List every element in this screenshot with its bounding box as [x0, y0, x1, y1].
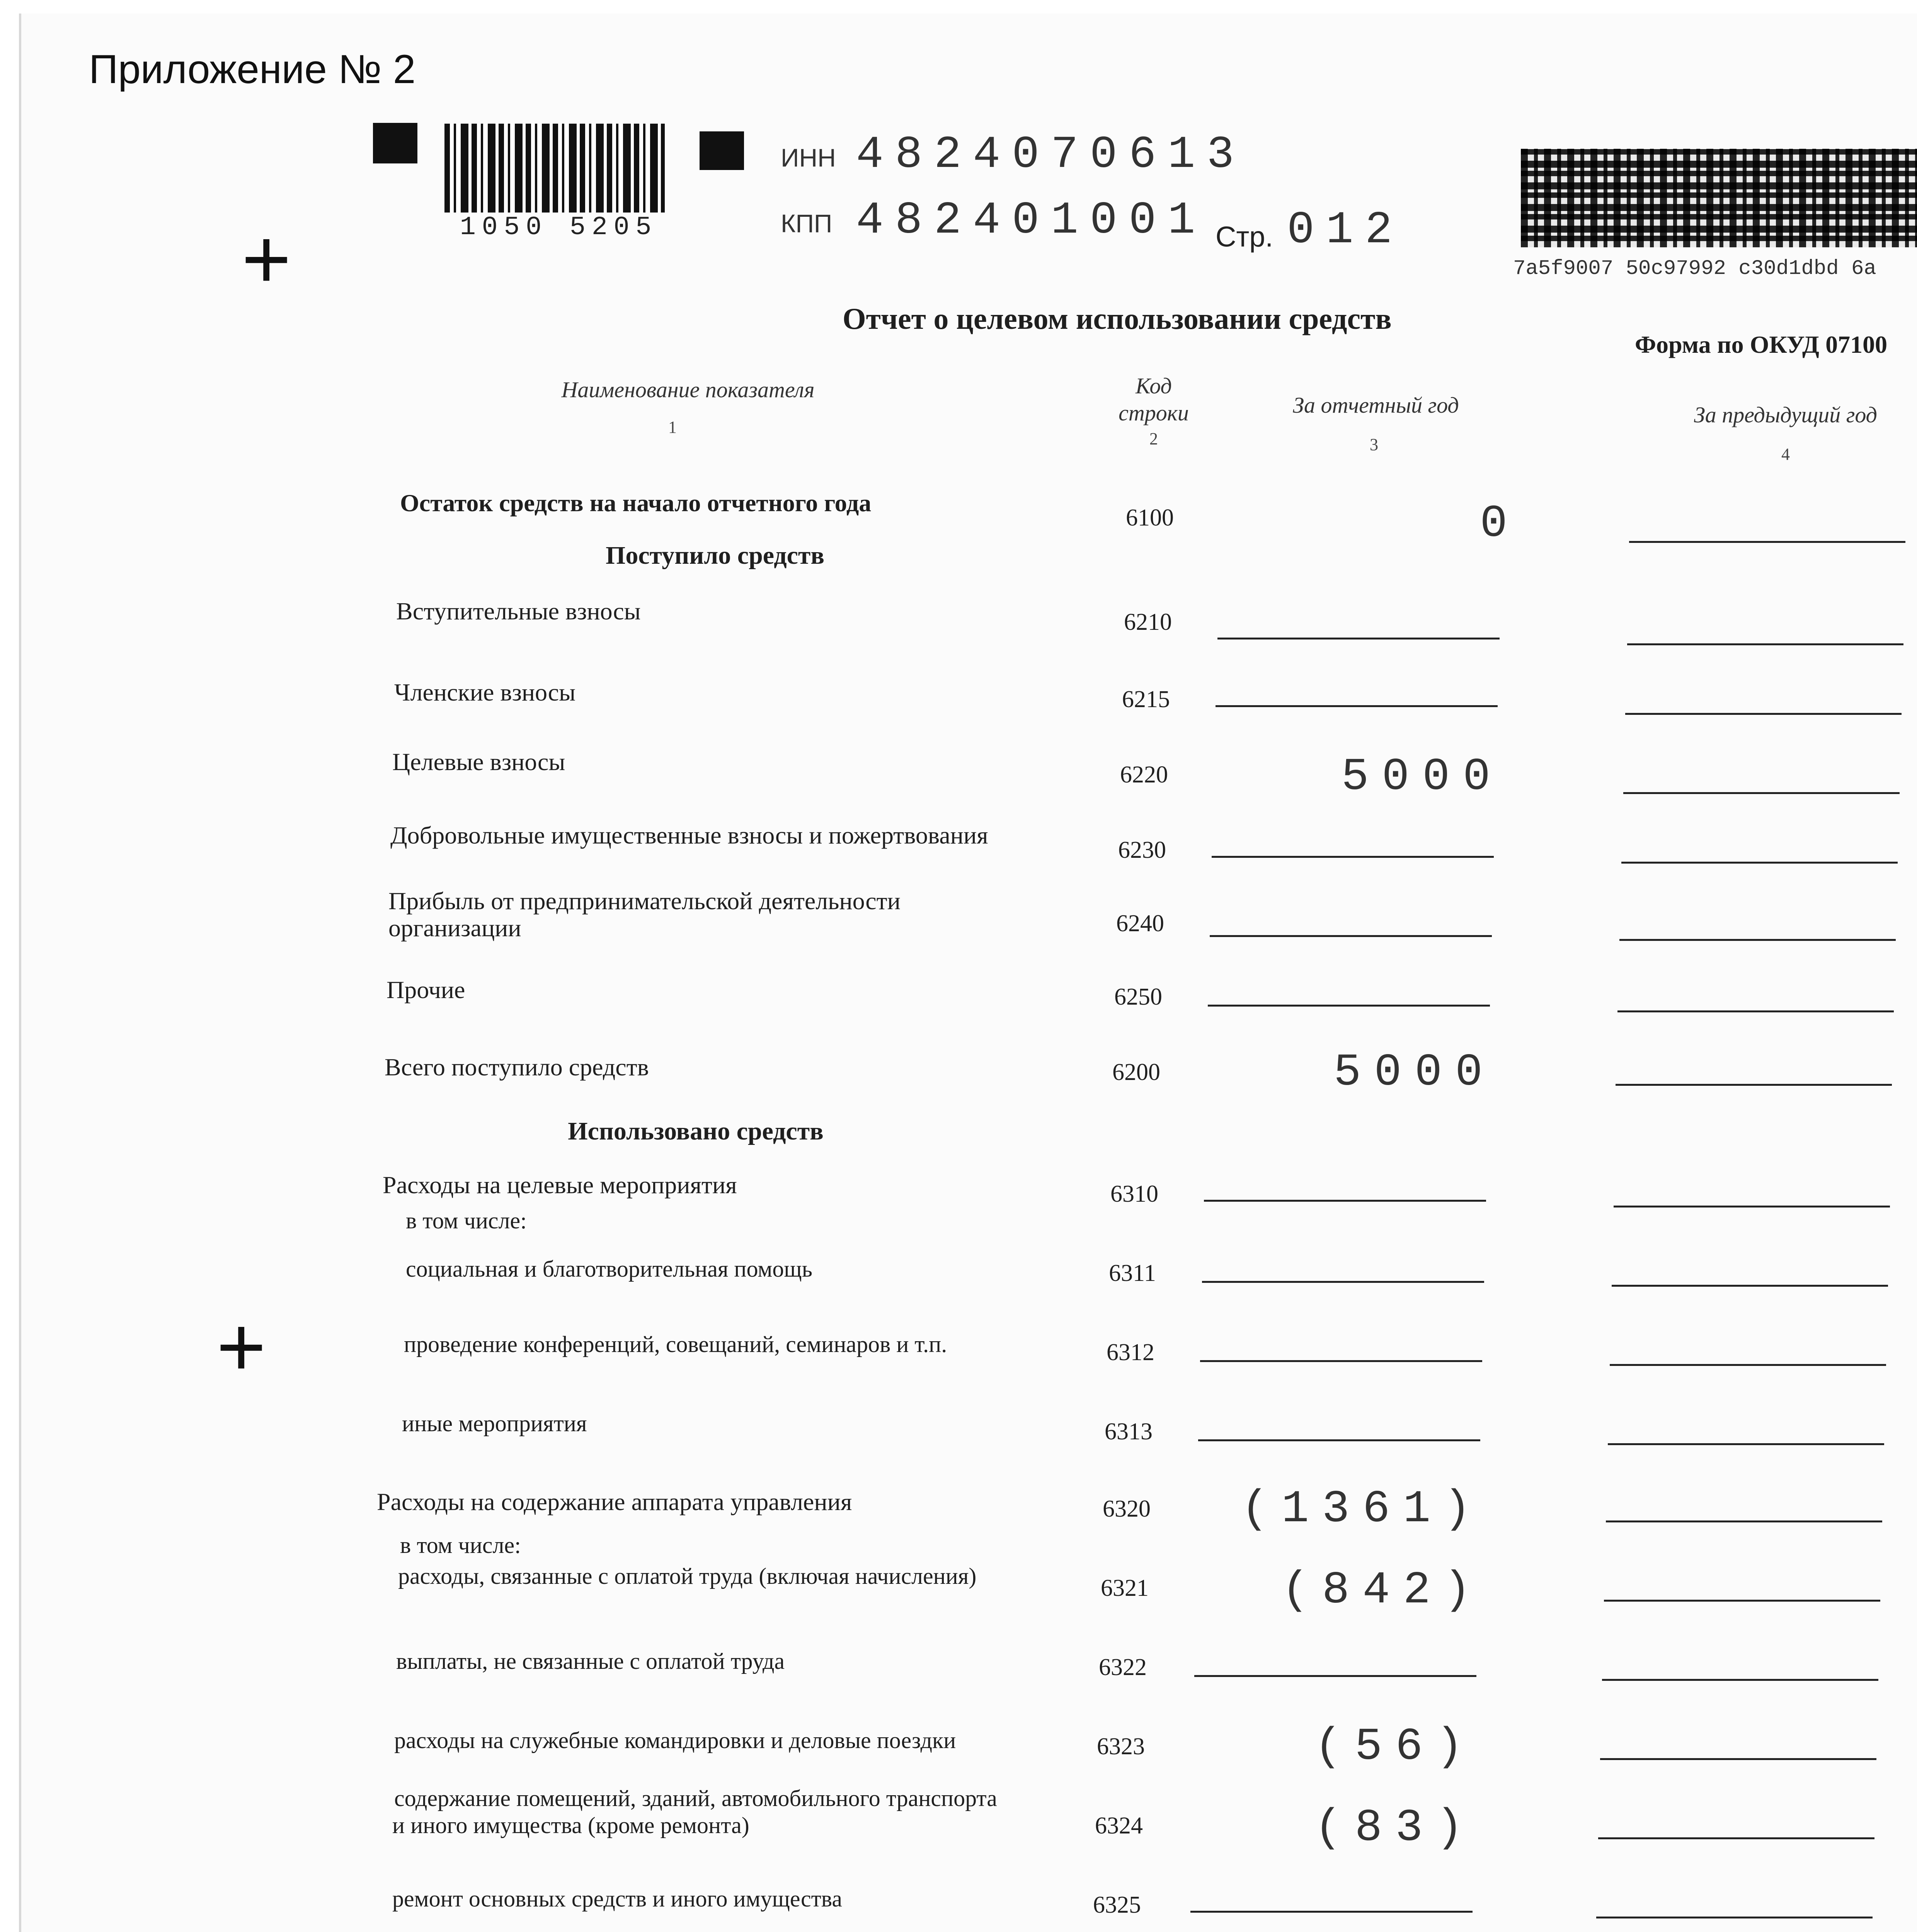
report-title: Отчет о целевом использовании средств	[843, 302, 1392, 335]
row-code: 6215	[1122, 686, 1170, 713]
row-code: 6210	[1124, 609, 1172, 635]
registration-mark	[373, 123, 417, 163]
barcode-number: 1050 5205	[460, 213, 658, 242]
row-code: 6100	[1126, 505, 1174, 531]
header-code-num: 2	[1149, 429, 1158, 448]
blank-line-current	[1200, 1360, 1482, 1362]
header-name: Наименование показателя	[561, 377, 815, 402]
header-current-num: 3	[1370, 435, 1378, 454]
row-label: Членские взносы	[394, 679, 576, 706]
blank-line-previous	[1612, 1285, 1888, 1287]
row-label: Расходы на целевые мероприятия	[383, 1171, 737, 1199]
blank-line-previous	[1608, 1443, 1884, 1445]
blank-line-previous	[1610, 1364, 1886, 1366]
header-previous-num: 4	[1781, 445, 1790, 464]
blank-line-previous	[1617, 1010, 1894, 1012]
row-code: 6200	[1112, 1059, 1160, 1085]
row-label: иные мероприятия	[402, 1411, 587, 1436]
value-current: (1361)	[1241, 1484, 1484, 1535]
row-code: 6220	[1120, 762, 1168, 788]
row-code: 6240	[1116, 910, 1164, 937]
row-label: проведение конференций, совещаний, семинаров и т.п.	[404, 1332, 947, 1357]
row-label: расходы, связанные с оплатой труда (включая начисления)	[398, 1563, 977, 1589]
page-value: 012	[1287, 205, 1404, 256]
section-received: Поступило средств	[606, 541, 824, 570]
blank-line-previous	[1627, 643, 1903, 645]
row-label: Целевые взносы	[392, 748, 565, 776]
row-code: 6323	[1097, 1733, 1145, 1760]
blank-line-current	[1202, 1281, 1484, 1283]
blank-line-current	[1208, 1005, 1490, 1007]
okud-form-label: Форма по ОКУД 07100	[1635, 331, 1888, 358]
row-code: 6325	[1093, 1892, 1141, 1918]
row-label: Вступительные взносы	[396, 597, 641, 625]
blank-line-previous	[1616, 1084, 1892, 1086]
row-code: 6321	[1101, 1575, 1149, 1601]
document-hash: 7a5f9007 50c97992 c30d1dbd 6a	[1513, 257, 1876, 281]
row-code: 6312	[1107, 1339, 1154, 1366]
blank-line-current	[1198, 1439, 1480, 1441]
datamatrix-code-top	[1521, 149, 1917, 247]
crosshair-mark: +	[242, 211, 291, 306]
row-code: 6310	[1110, 1181, 1158, 1207]
value-current: (842)	[1281, 1565, 1484, 1616]
crosshair-mark: +	[216, 1299, 266, 1394]
blank-line-previous	[1602, 1679, 1878, 1681]
blank-line-current	[1190, 1911, 1473, 1913]
value-current: 0	[1480, 498, 1507, 550]
row-label: содержание помещений, зданий, автомобильного транспорта	[394, 1786, 997, 1811]
section-used: Использовано средств	[568, 1117, 824, 1145]
page-label: Стр.	[1216, 221, 1273, 253]
header-current-year: За отчетный год	[1293, 393, 1459, 418]
blank-line-current	[1204, 1200, 1486, 1202]
blank-line-previous	[1623, 792, 1900, 794]
blank-line-current	[1212, 856, 1494, 858]
row-label: Прибыль от предпринимательской деятельности	[388, 887, 901, 915]
blank-line-current	[1217, 638, 1500, 639]
row-label-cont: и иного имущества (кроме ремонта)	[392, 1813, 749, 1838]
linear-barcode	[444, 124, 665, 213]
header-code-2: строки	[1119, 400, 1189, 425]
row-label: Добровольные имущественные взносы и пожертвования	[390, 821, 988, 849]
row-code: 6320	[1103, 1496, 1151, 1522]
inn-label: ИНН	[781, 143, 836, 172]
blank-line-current	[1194, 1675, 1476, 1677]
appendix-label: Приложение № 2	[89, 47, 416, 92]
header-previous-year: За предыдущий год	[1694, 402, 1877, 427]
blank-line-previous	[1600, 1758, 1876, 1760]
blank-line-current	[1210, 935, 1492, 937]
row-label-cont: организации	[388, 914, 521, 942]
blank-line-previous	[1606, 1520, 1882, 1522]
inn-value: 4824070613	[856, 129, 1246, 181]
blank-line-current	[1216, 705, 1498, 707]
header-name-num: 1	[668, 418, 677, 437]
blank-line-previous	[1621, 862, 1898, 864]
kpp-label: КПП	[781, 209, 833, 238]
row-code: 6324	[1095, 1813, 1143, 1839]
header-code-1: Код	[1136, 373, 1172, 398]
row-code: 6230	[1118, 837, 1166, 863]
row-label: социальная и благотворительная помощь	[406, 1256, 812, 1282]
row-label: Расходы на содержание аппарата управления	[377, 1488, 852, 1515]
blank-line-previous	[1625, 713, 1902, 715]
row-label: расходы на служебные командировки и деловые поездки	[394, 1728, 956, 1753]
blank-line-previous	[1629, 541, 1905, 543]
row-label: в том числе:	[400, 1532, 521, 1558]
row-label: Остаток средств на начало отчетного года	[400, 489, 872, 517]
blank-line-previous	[1596, 1917, 1873, 1918]
row-label: Всего поступило средств	[385, 1053, 649, 1081]
value-current: (56)	[1314, 1721, 1476, 1773]
row-code: 6311	[1109, 1260, 1156, 1286]
row-label: выплаты, не связанные с оплатой труда	[396, 1648, 785, 1674]
blank-line-previous	[1614, 1206, 1890, 1208]
registration-mark	[700, 131, 744, 170]
kpp-value: 482401001	[856, 195, 1207, 247]
value-current: (83)	[1314, 1803, 1476, 1854]
row-label: в том числе:	[406, 1208, 527, 1233]
row-code: 6250	[1114, 984, 1162, 1010]
blank-line-previous	[1598, 1837, 1874, 1839]
row-label: Прочие	[386, 976, 465, 1003]
row-code: 6322	[1099, 1654, 1147, 1680]
row-code: 6313	[1105, 1418, 1153, 1445]
value-current: 5000	[1341, 752, 1503, 803]
blank-line-previous	[1619, 939, 1896, 941]
blank-line-previous	[1604, 1600, 1880, 1602]
row-label: ремонт основных средств и иного имущества	[392, 1886, 842, 1912]
value-current: 5000	[1333, 1047, 1496, 1099]
